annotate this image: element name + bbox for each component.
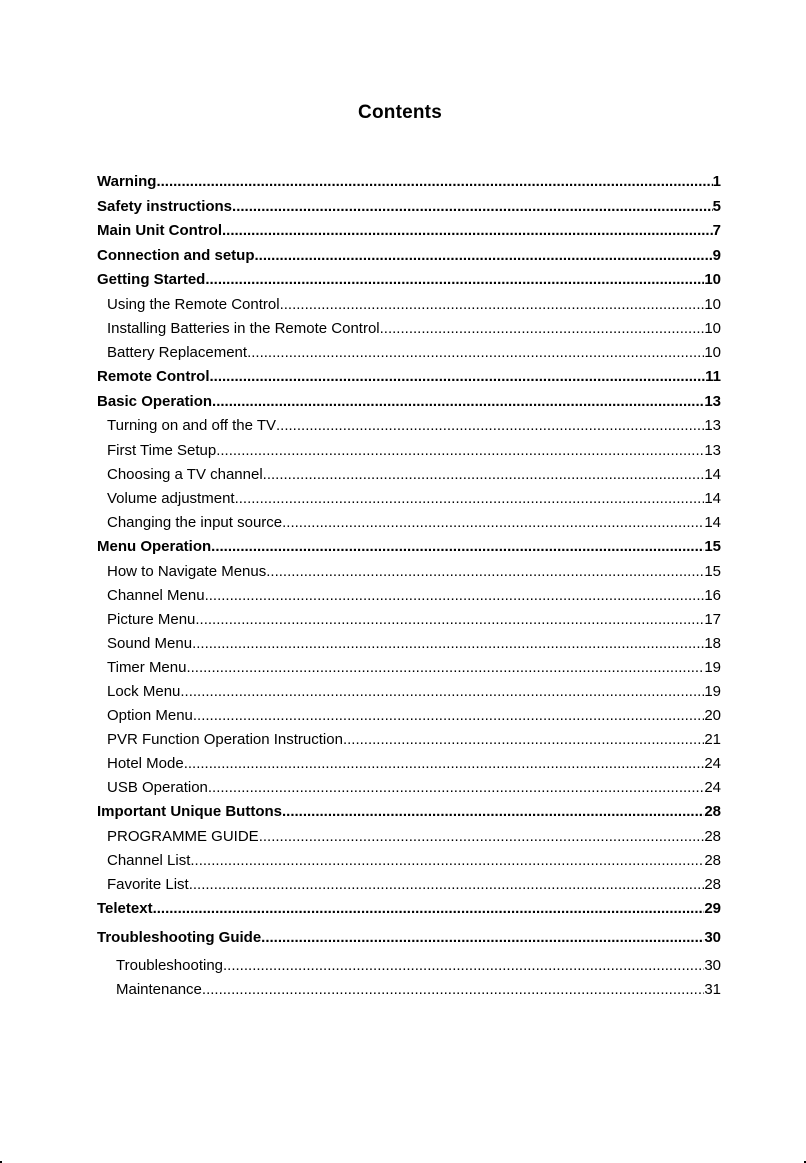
toc-leader-dots [235,487,705,511]
toc-leader-dots [211,535,704,560]
toc-leader-dots [280,293,705,317]
toc-entry-title: Warning [97,173,157,190]
toc-leader-dots [266,560,704,584]
toc-leader-dots [205,584,705,608]
toc-leader-dots [205,268,704,293]
toc-entry-page: 29 [704,900,721,918]
toc-entry[interactable] [97,897,721,922]
toc-entry-page: 28 [704,803,721,821]
toc-entry[interactable] [97,800,721,825]
toc-entry[interactable] [97,341,721,365]
toc-entry[interactable] [97,439,721,463]
toc-leader-dots [210,365,706,390]
toc-entry-title: Sound Menu [107,634,193,652]
toc-entry-title: Connection and setup [97,246,255,264]
toc-entry[interactable] [97,365,721,390]
toc-entry-page: 14 [704,465,721,483]
toc-entry-title: Choosing a TV channel [107,465,263,483]
toc-entry-page: 14 [704,489,721,507]
toc-entry[interactable] [97,170,721,195]
toc-entry-title: Safety instructions [97,197,233,215]
toc-leader-dots [222,219,713,244]
toc-leader-dots [255,244,713,269]
toc-entry-page: 18 [704,634,721,652]
toc-entry[interactable] [97,728,721,752]
toc-entry-page: 21 [704,731,721,749]
toc-entry[interactable] [97,390,721,415]
toc-entry-page: 28 [704,828,721,846]
toc-entry-title: Option Menu [107,707,193,725]
toc-leader-dots [180,680,704,704]
toc-entry[interactable] [97,873,721,897]
toc-entry[interactable] [97,680,721,704]
toc-entry-title: Teletext [97,900,153,918]
toc-entry[interactable] [97,463,721,487]
toc-leader-dots [192,632,704,656]
toc-entry-title: Picture Menu [107,610,196,628]
toc-entry-title: Using the Remote Control [107,295,280,313]
toc-leader-dots [195,608,704,632]
toc-leader-dots [261,926,704,951]
toc-entry[interactable] [97,776,721,800]
toc-entry[interactable] [97,317,721,341]
toc-entry-title: Volume adjustment [107,489,235,507]
toc-entry-page: 31 [704,980,721,998]
toc-entry-page: 19 [704,658,721,676]
toc-entry-page: 5 [712,197,721,215]
page-title: Contents [358,102,442,123]
toc-leader-dots [189,873,705,897]
toc-entry-title: Timer Menu [107,658,187,676]
toc-entry-title: Installing Batteries in the Remote Control [107,320,380,338]
toc-leader-dots [380,317,705,341]
toc-entry-title: Lock Menu [107,682,181,700]
toc-entry[interactable] [97,849,721,873]
toc-entry-page: 28 [704,852,721,870]
toc-leader-dots [259,825,705,849]
toc-entry[interactable] [97,195,721,220]
toc-entry-title: Troubleshooting Guide [97,928,262,946]
toc-entry-page: 28 [704,876,721,894]
toc-entry-title: Channel Menu [107,586,205,604]
toc-entry[interactable] [97,704,721,728]
toc-entry-title: Important Unique Buttons [97,803,282,821]
toc-entry-title: Main Unit Control [97,222,222,240]
toc-entry-page: 13 [704,441,721,459]
toc-entry[interactable] [97,825,721,849]
toc-leader-dots [282,800,704,825]
toc-entry-page: 19 [704,682,721,700]
toc-entry[interactable] [97,560,721,584]
toc-leader-dots [343,728,704,752]
toc-entry[interactable] [97,632,721,656]
toc-entry-title: Remote Control [97,368,210,386]
toc-leader-dots [186,656,704,680]
toc-leader-dots [190,849,704,873]
toc-entry-page: 11 [705,368,721,386]
toc-entry-title: Turning on and off the TV [107,417,277,435]
toc-leader-dots [202,978,704,1002]
toc-entry-page: 10 [704,344,721,362]
toc-leader-dots [276,414,704,438]
toc-entry[interactable] [97,656,721,680]
toc-entry[interactable] [97,219,721,244]
toc-entry-page: 24 [704,755,721,773]
toc-leader-dots [263,463,705,487]
toc-entry-title: First Time Setup [107,441,217,459]
toc-entry-title: Favorite List [107,876,189,894]
toc-leader-dots [208,776,704,800]
table-of-contents [97,170,721,1002]
toc-entry-page: 9 [712,246,721,264]
toc-leader-dots [153,897,705,922]
toc-entry[interactable] [97,244,721,269]
toc-entry-title: Getting Started [97,271,206,289]
toc-entry-page: 7 [712,222,721,240]
toc-entry[interactable] [97,293,721,317]
toc-entry-page: 1 [712,173,721,190]
toc-entry[interactable] [97,584,721,608]
toc-entry-page: 20 [704,707,721,725]
toc-entry-page: 10 [704,271,721,289]
toc-entry[interactable] [97,511,721,535]
toc-entry-title: Channel List [107,852,191,870]
toc-entry-page: 30 [704,928,721,946]
toc-entry-title: Changing the input source [107,513,283,531]
toc-entry-page: 15 [704,562,721,580]
toc-entry[interactable] [97,608,721,632]
toc-entry-page: 14 [704,513,721,531]
toc-entry-page: 16 [704,586,721,604]
toc-entry-title: PROGRAMME GUIDE [107,828,259,846]
toc-leader-dots [212,390,704,415]
toc-leader-dots [193,704,704,728]
toc-entry-title: Hotel Mode [107,755,184,773]
toc-leader-dots [156,170,712,195]
toc-entry-title: Basic Operation [97,392,213,410]
toc-entry-page: 24 [704,779,721,797]
toc-entry-page: 15 [704,537,721,555]
toc-leader-dots [184,752,705,776]
toc-entry[interactable] [97,268,721,293]
toc-leader-dots [216,439,704,463]
toc-entry[interactable] [97,487,721,511]
toc-entry-title: Maintenance [116,980,202,998]
toc-leader-dots [232,195,713,220]
toc-entry[interactable] [97,414,721,438]
toc-entry-page: 30 [704,956,721,974]
toc-entry[interactable] [97,752,721,776]
toc-leader-dots [247,341,704,365]
toc-entry[interactable] [97,926,721,951]
toc-entry-title: PVR Function Operation Instruction [107,731,343,749]
toc-entry-title: Troubleshooting [116,956,224,974]
toc-leader-dots [282,511,704,535]
toc-entry[interactable] [97,978,721,1002]
toc-leader-dots [223,954,704,978]
toc-entry[interactable] [97,954,721,978]
toc-entry-title: Menu Operation [97,537,212,555]
toc-entry-title: USB Operation [107,779,208,797]
toc-entry-title: How to Navigate Menus [107,562,267,580]
toc-entry-page: 10 [704,320,721,338]
toc-entry-title: Battery Replacement [107,344,248,362]
toc-entry-page: 13 [704,417,721,435]
toc-entry-page: 10 [704,295,721,313]
toc-entry-page: 17 [704,610,721,628]
toc-entry[interactable] [97,535,721,560]
toc-entry-page: 13 [704,392,721,410]
